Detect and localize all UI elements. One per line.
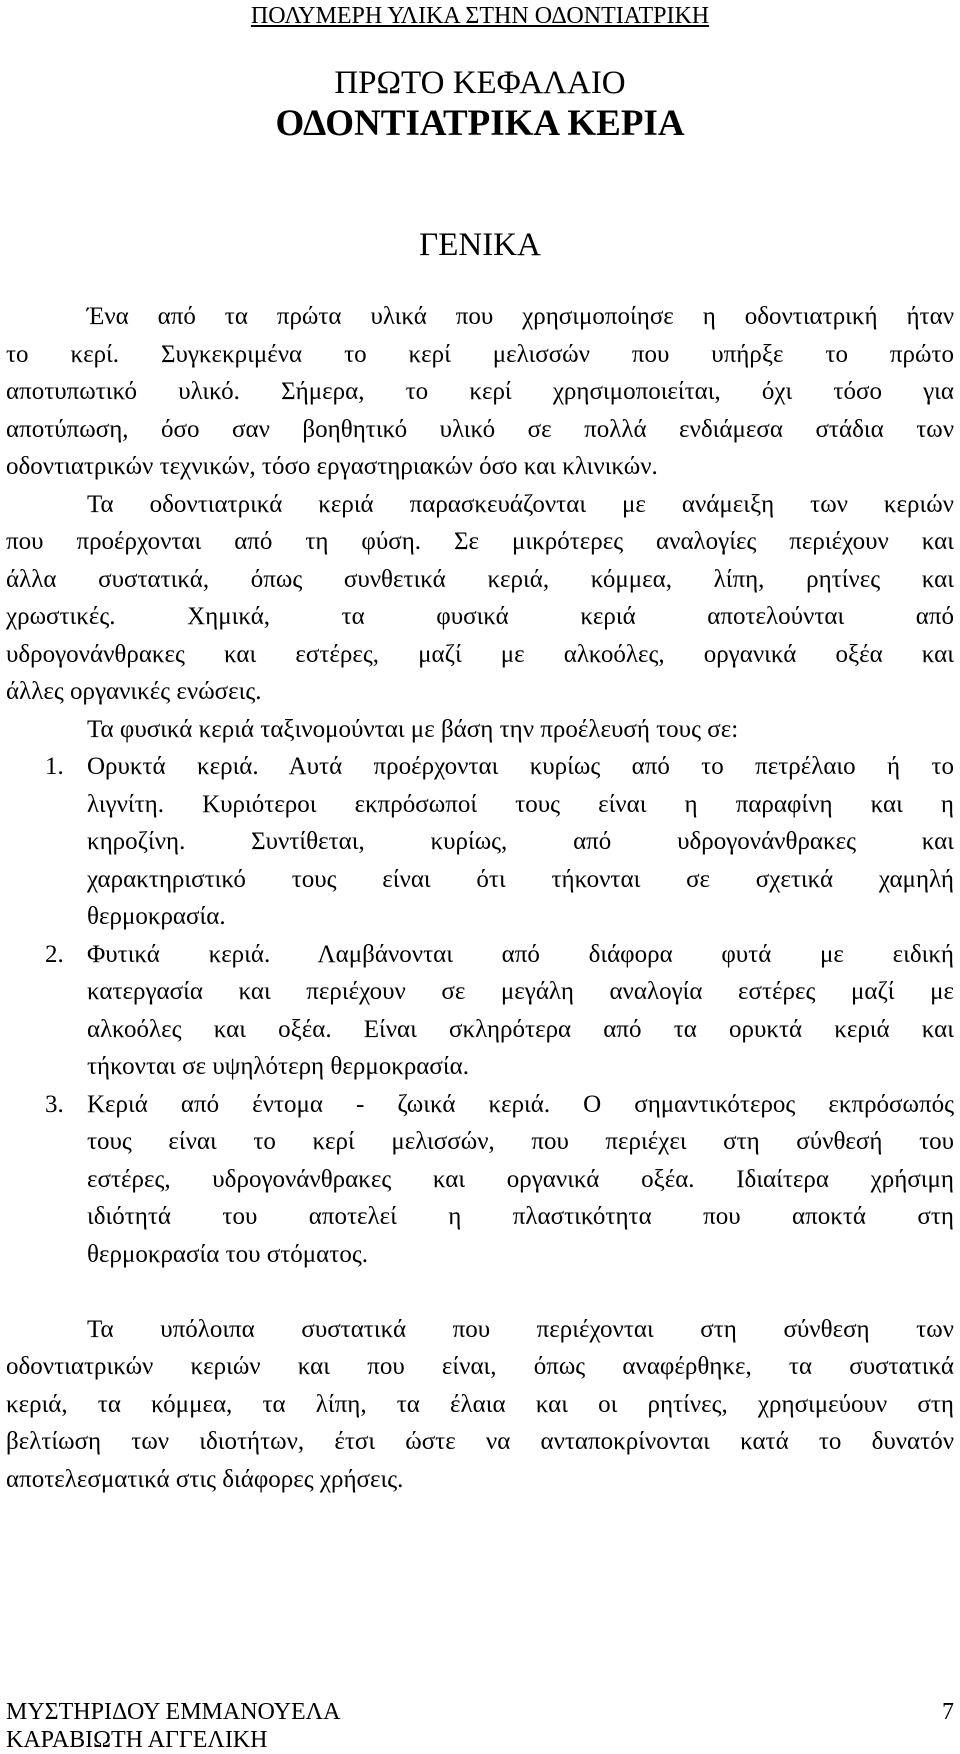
text-line: κηροζίνη. Συντίθεται, κυρίως, από υδρογονάνθρακες και [87,828,954,855]
text-line: Φυτικά κεριά. Λαμβάνονται από διάφορα φυτά με ειδική [87,940,954,968]
text-line: ιδιότητά του αποτελεί η πλαστικότητα που αποκτά στη [87,1203,954,1230]
text-line: αποτύπωση, όσο σαν βοηθητικό υλικό σε πολλά ενδιάμεσα στάδια των [6,415,954,443]
list-number: 1. [45,753,64,780]
text-line: χρωστικές. Χημικά, τα φυσικά κεριά αποτελούνται από [6,603,954,630]
text-line: οδοντιατρικών κεριών και που είναι, όπως αναφέρθηκε, τα συστατικά [6,1353,954,1380]
text-line: Κεριά από έντομα - ζωικά κεριά. Ο σημαντικότερος εκπρόσωπός [87,1090,954,1118]
text-line: λιγνίτη. Κυριότεροι εκπρόσωποί τους είναι η παραφίνη και η [87,790,954,818]
text-line: θερμοκρασία. [87,903,226,930]
paragraph-1 [6,298,954,486]
text-line: εστέρες, υδρογονάνθρακες και οργανικά οξέα. Ιδιαίτερα χρήσιμη [87,1165,954,1193]
text-line: άλλες οργανικές ενώσεις. [6,678,262,705]
text-line: Τα οδοντιατρικά κεριά παρασκευάζονται με ανάμειξη των κεριών [87,490,954,518]
running-header: ΠΟΛΥΜΕΡΗ ΥΛΙΚΑ ΣΤΗΝ ΟΔΟΝΤΙΑΤΡΙΚΗ [250,3,710,29]
text-line: Τα υπόλοιπα συστατικά που περιέχονται στη σύνθεση των [87,1315,954,1343]
text-line: κατεργασία και περιέχουν σε μεγάλη αναλογία εστέρες μαζί με [87,978,954,1005]
text-line: που προέρχονται από τη φύση. Σε μικρότερες αναλογίες περιέχουν και [6,528,954,555]
chapter-label: ΠΡΩΤΟ ΚΕΦΑΛΑΙΟ [334,65,626,101]
chapter-title: ΟΔΟΝΤΙΑΤΡΙΚΑ ΚΕΡΙΑ [275,103,685,144]
list-item [6,1086,954,1274]
text-line: το κερί. Συγκεκριμένα το κερί μελισσών που υπήρξε το πρώτο [6,340,954,368]
paragraph-4 [6,1311,954,1499]
text-line: οδοντιατρικών τεχνικών, τόσο εργαστηριακών όσο και κλινικών. [6,453,658,480]
text-line: κεριά, τα κόμμεα, τα λίπη, τα έλαια και οι ρητίνες, χρησιμεύουν στη [6,1390,954,1418]
text-line: Ένα από τα πρώτα υλικά που χρησιμοποίησε η οδοντιατρική ήταν [87,303,954,330]
text-line: τήκονται σε υψηλότερη θερμοκρασία. [87,1053,469,1080]
list-number: 3. [45,1090,64,1118]
text-line: θερμοκρασία του στόματος. [87,1240,368,1268]
text-line: άλλα συστατικά, όπως συνθετικά κεριά, κόμμεα, λίπη, ρητίνες και [6,565,954,593]
text-line: τους είναι το κερί μελισσών, που περιέχει στη σύνθεσή του [87,1128,954,1155]
text-line: βελτίωση των ιδιοτήτων, έτσι ώστε να ανταποκρίνονται κατά το δυνατόν [6,1428,954,1455]
list-item [6,748,954,936]
text-line: αποτυπωτικό υλικό. Σήμερα, το κερί χρησιμοποιείται, όχι τόσο για [6,378,954,405]
section-heading: ΓΕΝΙΚΑ [419,227,541,263]
text-line: αλκοόλες και οξέα. Είναι σκληρότερα από τα ορυκτά κεριά και [87,1015,954,1043]
footer-author-1: ΜΥΣΤΗΡΙΔΟΥ ΕΜΜΑΝΟΥΕΛΑ [6,1699,341,1725]
page-number: 7 [942,1699,954,1725]
paragraph-2 [6,486,954,711]
paragraph-3: Τα φυσικά κεριά ταξινομούνται με βάση την προέλευσή τους σε: [87,715,739,743]
list-item [6,936,954,1086]
list-number: 2. [45,940,64,968]
footer-author-2: ΚΑΡΑΒΙΩΤΗ ΑΓΓΕΛΙΚΗ [6,1727,268,1753]
text-line: υδρογονάνθρακες και εστέρες, μαζί με αλκοόλες, οργανικά οξέα και [6,640,954,668]
text-line: αποτελεσματικά στις διάφορες χρήσεις. [6,1465,404,1493]
text-line: Ορυκτά κεριά. Αυτά προέρχονται κυρίως από το πετρέλαιο ή το [87,753,954,780]
text-line: χαρακτηριστικό τους είναι ότι τήκονται σε σχετικά χαμηλή [87,865,954,893]
body-text [6,298,954,1498]
